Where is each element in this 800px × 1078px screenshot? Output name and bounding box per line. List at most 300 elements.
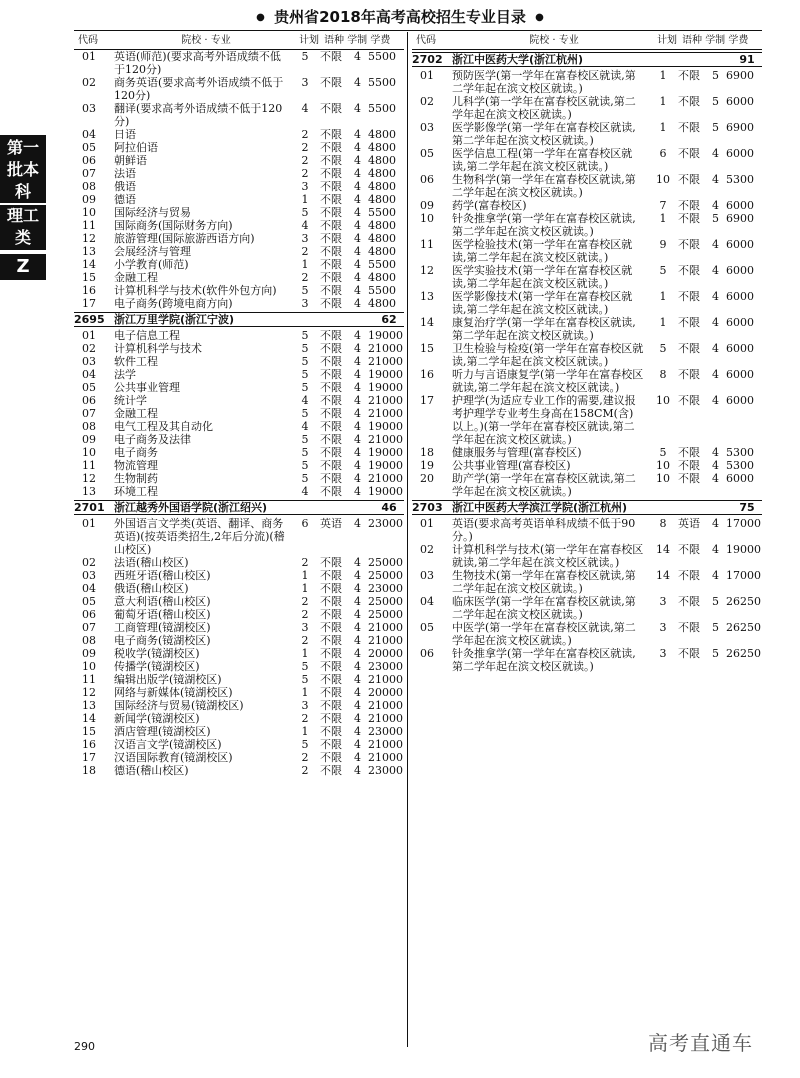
- table-header: [412, 32, 762, 50]
- major-years: 4: [354, 154, 361, 167]
- major-row: [412, 95, 762, 121]
- major-code: 02: [82, 76, 96, 89]
- major-name: 朝鲜语: [114, 154, 147, 167]
- major-years: 4: [354, 472, 361, 485]
- major-row: [74, 595, 404, 608]
- major-name: 软件工程: [114, 355, 158, 368]
- major-fee: 19000: [368, 368, 403, 381]
- major-language: 不限: [320, 634, 342, 647]
- major-code: 11: [420, 238, 434, 251]
- major-name: 小学教育(师范): [114, 258, 189, 271]
- major-years: 4: [354, 141, 361, 154]
- major-years: 4: [354, 751, 361, 764]
- major-years: 4: [712, 446, 719, 459]
- major-code: 10: [82, 446, 96, 459]
- major-row: [412, 459, 762, 472]
- major-code: 09: [82, 193, 96, 206]
- major-fee: 6000: [726, 472, 754, 485]
- major-row: [74, 102, 404, 128]
- major-fee: 23000: [368, 517, 403, 530]
- major-plan: 3: [301, 232, 309, 245]
- major-name: 日语: [114, 128, 136, 141]
- major-plan: 2: [301, 712, 309, 725]
- major-code: 11: [82, 673, 96, 686]
- major-years: 4: [354, 673, 361, 686]
- major-name: 统计学: [114, 394, 147, 407]
- major-fee: 6000: [726, 199, 754, 212]
- major-row: [74, 50, 404, 76]
- major-code: 18: [82, 764, 96, 777]
- major-years: 4: [712, 569, 719, 582]
- major-code: 03: [82, 569, 96, 582]
- major-row: [74, 686, 404, 699]
- major-name: 翻译(要求高考外语成绩不低于120分): [114, 102, 283, 128]
- table-header: [74, 32, 404, 50]
- major-language: 不限: [320, 673, 342, 686]
- major-name: 健康服务与管理(富春校区): [452, 446, 582, 459]
- major-row: [74, 621, 404, 634]
- major-code: 06: [420, 173, 434, 186]
- major-plan: 1: [301, 193, 309, 206]
- major-plan: 2: [301, 271, 309, 284]
- major-row: [74, 329, 404, 342]
- major-fee: 19000: [368, 459, 403, 472]
- major-name: 网络与新媒体(镜湖校区): [114, 686, 233, 699]
- major-plan: 5: [301, 329, 309, 342]
- major-years: 4: [354, 245, 361, 258]
- major-plan: 3: [659, 595, 667, 608]
- major-language: 不限: [320, 219, 342, 232]
- major-plan: 5: [301, 206, 309, 219]
- major-code: 14: [82, 712, 96, 725]
- major-row: [412, 264, 762, 290]
- major-row: [412, 621, 762, 647]
- major-name: 针灸推拿学(第一学年在富春校区就读,第二学年起在滨文校区就读。): [452, 212, 636, 238]
- major-language: 不限: [678, 147, 700, 160]
- major-row: [74, 128, 404, 141]
- school-code: 2701: [74, 501, 105, 514]
- major-row: [74, 634, 404, 647]
- major-fee: 6900: [726, 121, 754, 134]
- major-fee: 21000: [368, 472, 403, 485]
- major-years: 4: [354, 485, 361, 498]
- major-code: 01: [82, 50, 96, 63]
- major-years: 4: [712, 472, 719, 485]
- major-language: 不限: [678, 459, 700, 472]
- major-language: 不限: [678, 264, 700, 277]
- major-years: 4: [354, 433, 361, 446]
- major-plan: 2: [301, 595, 309, 608]
- major-plan: 5: [301, 673, 309, 686]
- header-name: 院校 · 专业: [529, 35, 579, 46]
- major-language: 不限: [320, 206, 342, 219]
- header-plan: 计划: [299, 35, 319, 46]
- header-code: 代码: [78, 35, 98, 46]
- school-row: [74, 312, 404, 327]
- major-language: 不限: [320, 459, 342, 472]
- major-language: 不限: [678, 199, 700, 212]
- major-language: 不限: [320, 381, 342, 394]
- major-fee: 21000: [368, 621, 403, 634]
- major-language: 不限: [678, 238, 700, 251]
- major-years: 4: [354, 634, 361, 647]
- major-years: 4: [712, 199, 719, 212]
- major-row: [74, 472, 404, 485]
- major-plan: 5: [301, 472, 309, 485]
- page-title: 贵州省2018年高考高校招生专业目录: [274, 8, 526, 26]
- major-name: 护理学(为适应专业工作的需要,建议报考护理学专业考生身高在158CM(含)以上。)(第一学年在富春校区就读,第二学年起在滨文校区就读。): [452, 394, 636, 446]
- header-meta: [324, 32, 404, 49]
- major-years: 4: [354, 258, 361, 271]
- major-plan: 7: [659, 199, 667, 212]
- major-years: 4: [354, 206, 361, 219]
- major-fee: 4800: [368, 232, 396, 245]
- major-name: 环境工程: [114, 485, 158, 498]
- major-years: 4: [354, 368, 361, 381]
- major-name: 会展经济与管理: [114, 245, 191, 258]
- major-name: 医学检验技术(第一学年在富春校区就读,第二学年起在滨文校区就读。): [452, 238, 633, 264]
- major-fee: 4800: [368, 167, 396, 180]
- major-row: [74, 180, 404, 193]
- major-code: 01: [420, 69, 434, 82]
- major-row: [412, 290, 762, 316]
- major-fee: 19000: [368, 446, 403, 459]
- major-fee: 4800: [368, 193, 396, 206]
- major-years: 4: [354, 582, 361, 595]
- major-plan: 5: [301, 459, 309, 472]
- major-row: [74, 751, 404, 764]
- major-plan: 1: [659, 69, 667, 82]
- major-plan: 5: [301, 407, 309, 420]
- major-language: 不限: [320, 686, 342, 699]
- school-code: 2702: [412, 53, 443, 66]
- major-plan: 2: [301, 245, 309, 258]
- major-years: 4: [354, 407, 361, 420]
- major-plan: 5: [659, 264, 667, 277]
- major-language: 不限: [320, 180, 342, 193]
- major-name: 公共事业管理: [114, 381, 180, 394]
- major-name: 俄语: [114, 180, 136, 193]
- major-fee: 17000: [726, 569, 761, 582]
- major-name: 金融工程: [114, 271, 158, 284]
- major-language: 不限: [320, 193, 342, 206]
- major-fee: 5500: [368, 102, 396, 115]
- major-code: 15: [420, 342, 434, 355]
- major-row: [412, 517, 762, 543]
- major-fee: 4800: [368, 154, 396, 167]
- major-code: 14: [82, 258, 96, 271]
- major-language: 不限: [320, 485, 342, 498]
- major-years: 4: [354, 102, 361, 115]
- major-code: 15: [82, 725, 96, 738]
- major-fee: 4800: [368, 271, 396, 284]
- major-language: 不限: [320, 712, 342, 725]
- major-plan: 3: [301, 297, 309, 310]
- major-years: 5: [712, 95, 719, 108]
- major-years: 4: [712, 173, 719, 186]
- major-code: 07: [82, 167, 96, 180]
- major-fee: 19000: [368, 381, 403, 394]
- major-name: 俄语(稽山校区): [114, 582, 189, 595]
- major-plan: 5: [301, 368, 309, 381]
- major-language: 不限: [320, 102, 342, 115]
- major-name: 工商管理(镜湖校区): [114, 621, 211, 634]
- major-years: 4: [354, 232, 361, 245]
- major-years: 4: [354, 381, 361, 394]
- major-name: 电子商务及法律: [114, 433, 191, 446]
- major-row: [74, 420, 404, 433]
- major-plan: 10: [656, 394, 670, 407]
- major-plan: 4: [301, 485, 309, 498]
- major-name: 西班牙语(稽山校区): [114, 569, 211, 582]
- major-name: 电子商务(跨境电商方向): [114, 297, 233, 310]
- major-row: [412, 368, 762, 394]
- major-language: 不限: [320, 407, 342, 420]
- bullet-icon: ●: [535, 11, 544, 23]
- major-row: [412, 647, 762, 673]
- major-row: [412, 569, 762, 595]
- major-name: 预防医学(第一学年在富春校区就读,第二学年起在滨文校区就读。): [452, 69, 636, 95]
- major-code: 09: [420, 199, 434, 212]
- major-fee: 17000: [726, 517, 761, 530]
- school-plan: 75: [739, 501, 755, 514]
- major-name: 药学(富春校区): [452, 199, 527, 212]
- major-code: 06: [82, 608, 96, 621]
- major-years: 4: [354, 180, 361, 193]
- major-plan: 1: [301, 258, 309, 271]
- major-code: 05: [82, 141, 96, 154]
- major-row: [74, 245, 404, 258]
- major-name: 计算机科学与技术(软件外包方向): [114, 284, 277, 297]
- major-row: [74, 673, 404, 686]
- major-language: 不限: [320, 725, 342, 738]
- major-language: 不限: [678, 173, 700, 186]
- major-years: 4: [712, 264, 719, 277]
- major-fee: 26250: [726, 621, 761, 634]
- major-plan: 5: [659, 446, 667, 459]
- major-code: 13: [82, 485, 96, 498]
- major-row: [74, 556, 404, 569]
- major-years: 5: [712, 621, 719, 634]
- major-years: 4: [354, 76, 361, 89]
- major-plan: 5: [301, 355, 309, 368]
- major-row: [74, 206, 404, 219]
- watermark-text: 高考直通车: [648, 1031, 753, 1055]
- major-years: 4: [354, 355, 361, 368]
- major-language: 不限: [678, 647, 700, 660]
- major-plan: 14: [656, 543, 670, 556]
- header-lang: 语种: [682, 35, 702, 46]
- bullet-icon: ●: [256, 11, 265, 23]
- major-code: 03: [82, 355, 96, 368]
- school-plan: 91: [739, 53, 755, 66]
- major-fee: 5500: [368, 76, 396, 89]
- major-years: 4: [354, 128, 361, 141]
- school-plan: 46: [381, 501, 397, 514]
- major-fee: 5300: [726, 173, 754, 186]
- major-fee: 20000: [368, 647, 403, 660]
- major-language: 不限: [320, 738, 342, 751]
- major-plan: 10: [656, 472, 670, 485]
- major-fee: 19000: [368, 329, 403, 342]
- major-plan: 1: [301, 582, 309, 595]
- major-row: [74, 76, 404, 102]
- major-code: 13: [82, 245, 96, 258]
- school-name: 浙江中医药大学(浙江杭州): [452, 53, 584, 66]
- school-row: [74, 500, 404, 515]
- major-plan: 2: [301, 141, 309, 154]
- header-name: 院校 · 专业: [181, 35, 231, 46]
- major-language: 不限: [320, 764, 342, 777]
- major-language: 不限: [320, 128, 342, 141]
- major-plan: 5: [301, 738, 309, 751]
- school-name: 浙江中医药大学滨江学院(浙江杭州): [452, 501, 628, 514]
- major-name: 公共事业管理(富春校区): [452, 459, 571, 472]
- major-fee: 5500: [368, 50, 396, 63]
- major-years: 4: [712, 316, 719, 329]
- major-row: [74, 271, 404, 284]
- major-name: 法语: [114, 167, 136, 180]
- major-fee: 6000: [726, 368, 754, 381]
- header-years: 学制: [705, 35, 726, 46]
- major-code: 14: [420, 316, 434, 329]
- major-name: 意大利语(稽山校区): [114, 595, 211, 608]
- major-language: 不限: [320, 751, 342, 764]
- major-row: [74, 193, 404, 206]
- major-code: 11: [82, 459, 96, 472]
- major-language: 不限: [320, 569, 342, 582]
- major-plan: 3: [301, 699, 309, 712]
- major-language: 不限: [678, 121, 700, 134]
- major-row: [74, 725, 404, 738]
- major-fee: 4800: [368, 245, 396, 258]
- major-name: 生物科学(第一学年在富春校区就读,第二学年起在滨文校区就读。): [452, 173, 636, 199]
- major-fee: 26250: [726, 595, 761, 608]
- major-years: 4: [354, 342, 361, 355]
- major-fee: 6000: [726, 316, 754, 329]
- major-years: 4: [354, 394, 361, 407]
- major-name: 商务英语(要求高考外语成绩不低于120分): [114, 76, 284, 102]
- major-name: 计算机科学与技术(第一学年在富春校区就读,第二学年起在滨文校区就读。): [452, 543, 644, 569]
- major-language: 不限: [320, 167, 342, 180]
- school-name: 浙江越秀外国语学院(浙江绍兴): [114, 501, 268, 514]
- major-plan: 1: [301, 647, 309, 660]
- major-plan: 5: [301, 342, 309, 355]
- page-number: 290: [74, 1040, 95, 1053]
- major-years: 4: [712, 543, 719, 556]
- major-row: [74, 141, 404, 154]
- major-code: 04: [82, 368, 96, 381]
- major-years: 4: [354, 621, 361, 634]
- major-name: 物流管理: [114, 459, 158, 472]
- major-code: 06: [420, 647, 434, 660]
- major-name: 新闻学(镜湖校区): [114, 712, 200, 725]
- major-row: [412, 69, 762, 95]
- major-name: 计算机科学与技术: [114, 342, 202, 355]
- major-years: 4: [354, 608, 361, 621]
- major-code: 04: [82, 582, 96, 595]
- major-name: 中医学(第一学年在富春校区就读,第二学年起在滨文校区就读。): [452, 621, 636, 647]
- major-plan: 6: [301, 517, 309, 530]
- major-plan: 5: [659, 342, 667, 355]
- major-years: 5: [712, 647, 719, 660]
- major-row: [412, 173, 762, 199]
- major-plan: 2: [301, 634, 309, 647]
- major-row: [74, 569, 404, 582]
- major-plan: 8: [659, 368, 667, 381]
- major-row: [412, 446, 762, 459]
- major-years: 4: [712, 517, 719, 530]
- major-row: [74, 342, 404, 355]
- major-name: 生物制药: [114, 472, 158, 485]
- major-code: 02: [82, 342, 96, 355]
- major-code: 12: [82, 472, 96, 485]
- major-fee: 5500: [368, 206, 396, 219]
- major-name: 编辑出版学(镜湖校区): [114, 673, 222, 686]
- major-code: 15: [82, 271, 96, 284]
- major-code: 16: [420, 368, 434, 381]
- school-row: [412, 500, 762, 515]
- major-language: 不限: [320, 50, 342, 63]
- major-language: 不限: [320, 446, 342, 459]
- major-name: 医学影像技术(第一学年在富春校区就读,第二学年起在滨文校区就读。): [452, 290, 633, 316]
- major-plan: 3: [659, 621, 667, 634]
- major-code: 04: [82, 128, 96, 141]
- major-fee: 6000: [726, 394, 754, 407]
- major-code: 13: [82, 699, 96, 712]
- major-fee: 20000: [368, 686, 403, 699]
- major-years: 4: [354, 446, 361, 459]
- major-language: 不限: [678, 212, 700, 225]
- header-meta: [682, 32, 762, 49]
- header-plan: 计划: [657, 35, 677, 46]
- major-fee: 6000: [726, 264, 754, 277]
- major-name: 生物技术(第一学年在富春校区就读,第二学年起在滨文校区就读。): [452, 569, 636, 595]
- major-plan: 5: [301, 433, 309, 446]
- major-years: 5: [712, 121, 719, 134]
- major-code: 07: [82, 407, 96, 420]
- major-plan: 1: [301, 725, 309, 738]
- major-fee: 5500: [368, 284, 396, 297]
- major-years: 4: [712, 238, 719, 251]
- major-row: [412, 394, 762, 446]
- major-row: [74, 297, 404, 310]
- major-plan: 3: [659, 647, 667, 660]
- major-years: 4: [354, 595, 361, 608]
- major-plan: 2: [301, 128, 309, 141]
- major-years: 4: [354, 764, 361, 777]
- side-tab-letter: Z: [0, 254, 46, 280]
- major-plan: 10: [656, 173, 670, 186]
- major-language: 不限: [678, 316, 700, 329]
- major-row: [74, 660, 404, 673]
- major-fee: 21000: [368, 433, 403, 446]
- major-code: 01: [420, 517, 434, 530]
- major-row: [74, 167, 404, 180]
- major-years: 4: [354, 517, 361, 530]
- major-plan: 2: [301, 764, 309, 777]
- major-language: 不限: [678, 69, 700, 82]
- major-plan: 4: [301, 420, 309, 433]
- major-fee: 4800: [368, 219, 396, 232]
- major-code: 08: [82, 180, 96, 193]
- major-row: [74, 219, 404, 232]
- major-language: 不限: [320, 284, 342, 297]
- major-plan: 4: [301, 394, 309, 407]
- major-years: 4: [354, 329, 361, 342]
- major-code: 16: [82, 738, 96, 751]
- major-name: 汉语国际教育(镜湖校区): [114, 751, 233, 764]
